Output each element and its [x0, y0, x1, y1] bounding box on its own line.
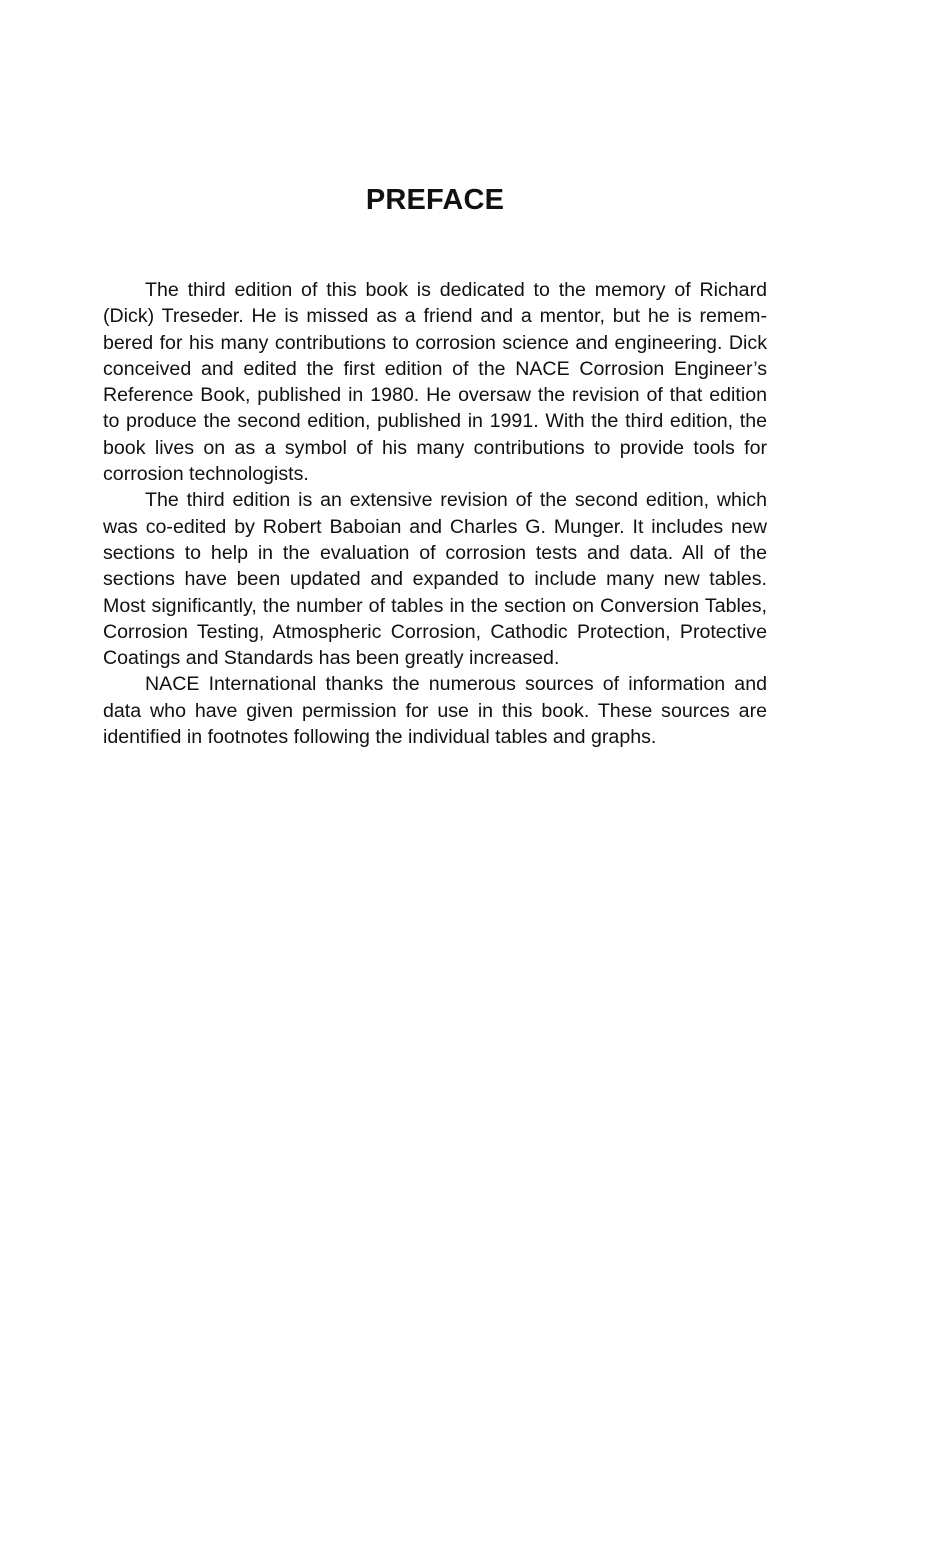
paragraph-dedication: The third edition of this book is dedicated to the memory of Richard (Dick) Treseder. He is missed as a friend and a mentor, but he is remembered for his many contributions to corrosion science and engineering. Dick conceived and edited the first edition of the NACE Corrosion Engineer’s Reference Book, published in 1980. He oversaw the revision of that edition to produce the second edition, published in 1991. With the third edition, the book lives on as a symbol of his many contributions to provide tools for corrosion technologists.: [103, 279, 767, 486]
page-title: PREFACE: [365, 184, 505, 216]
paragraph-revision: The third edition is an extensive revision of the second edition, which was co-edited by Robert Baboian and Charles G. Munger. It includes new sections to help in the evaluation of corrosion tests and data. All of the sections have been updated and expanded to include many new tables. Most significantly, the number of tables in the section on Conversion Tables, Corrosion Testing, Atmospheric Corrosion, Cathodic Protection, Protective Coatings and Standards has been greatly increased.: [103, 489, 767, 670]
paragraph-acknowledgements: NACE International thanks the numerous sources of information and data who have given permission for use in this book. These sources are identified in footnotes following the individual tables and graphs.: [103, 673, 767, 749]
preface-body: [103, 277, 767, 750]
